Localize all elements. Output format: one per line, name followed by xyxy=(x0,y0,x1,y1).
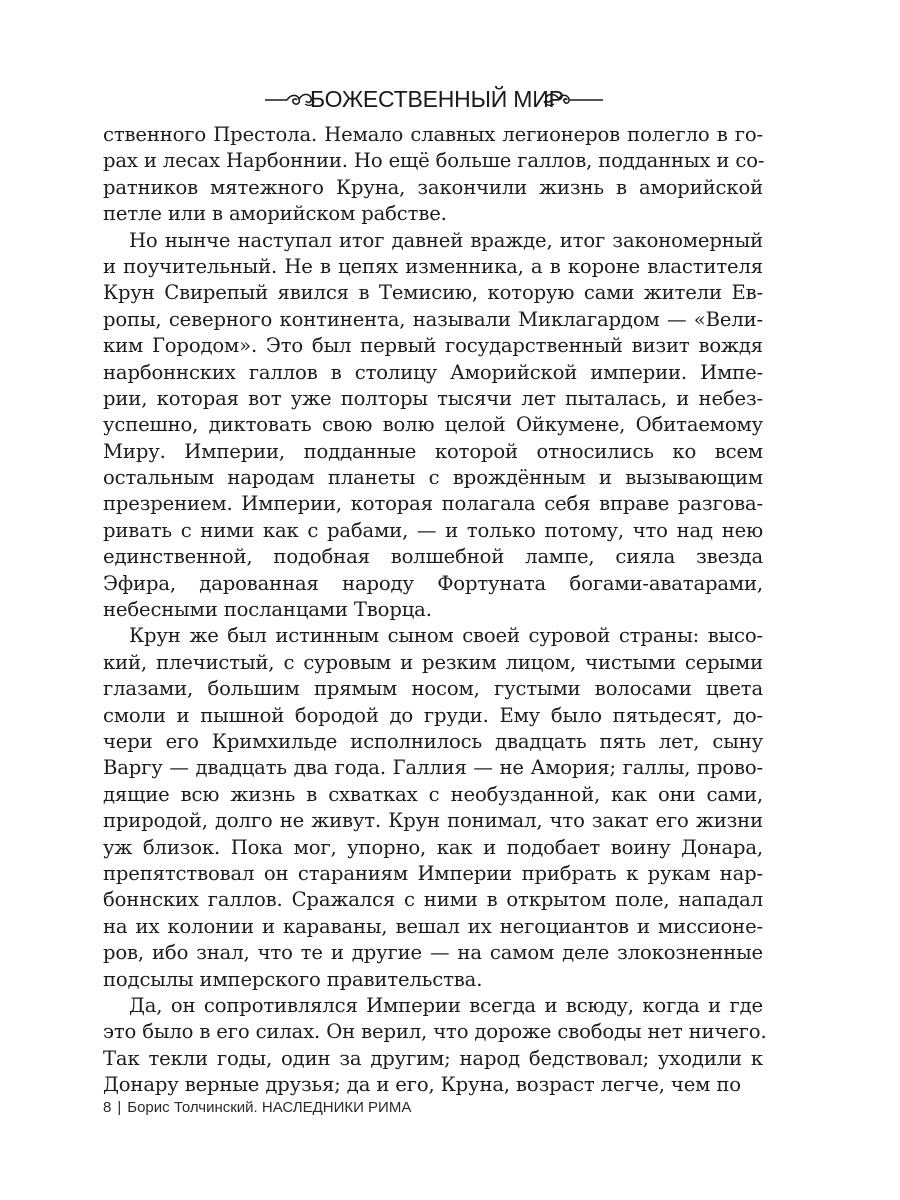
paragraph xyxy=(103,228,763,624)
text-line: Так текли годы, один за другим; народ бедствовал; уходили к xyxy=(103,1046,763,1070)
text-line: Да, он сопротивлялся Империи всегда и всюду, когда и где xyxy=(129,993,763,1017)
text-line: Крун же был истинным сыном своей суровой страны: высо- xyxy=(129,624,763,648)
right-flourish-ornament-icon xyxy=(543,90,603,110)
text-line: ропы, северного континента, называли Миклагардом — «Вели- xyxy=(103,307,763,331)
text-line: Но нынче наступал итог давней вражде, итог закономерный xyxy=(129,228,763,252)
text-line: это было в его силах. Он верил, что дороже свободы нет ничего. xyxy=(103,1020,767,1044)
text-line: глазами, большим прямым носом, густыми волосами цвета xyxy=(103,677,763,701)
text-line: единственной, подобная волшебной лампе, сияла звезда xyxy=(103,545,763,569)
page-footer xyxy=(103,1099,411,1116)
paragraph xyxy=(103,623,763,992)
running-title: Борис Толчинский. НАСЛЕДНИКИ РИМА xyxy=(127,1099,412,1116)
text-line: Миру. Империи, подданные которой относились ко всем xyxy=(103,439,763,463)
paragraph xyxy=(103,993,767,1099)
footer-separator: | xyxy=(117,1099,122,1116)
text-line: Варгу — двадцать два года. Галлия — не Амория; галлы, прово- xyxy=(103,756,763,780)
text-line: Эфира, дарованная народу Фортуната богами-аватарами, xyxy=(103,571,763,595)
running-header xyxy=(0,82,900,116)
text-line: Крун Свирепый явился в Темисию, которую сами жители Ев- xyxy=(103,281,763,305)
text-line: нарбоннских галлов в столицу Аморийской империи. Импе- xyxy=(103,360,763,384)
text-line: рии, которая вот уже полторы тысячи лет пыталась, и небез- xyxy=(103,386,763,410)
text-line: на их колонии и караваны, вешал их негоциантов и миссионе- xyxy=(103,914,763,938)
text-line: природой, долго не живут. Крун понимал, что закат его жизни xyxy=(103,809,763,833)
text-line: боннских галлов. Сражался с ними в открытом поле, нападал xyxy=(103,888,763,912)
text-line: препятствовал он стараниям Империи прибрать к рукам нар- xyxy=(103,861,763,885)
text-line: и поучительный. Не в цепях изменника, а в короне властителя xyxy=(103,254,763,278)
text-line: небесными посланцами Творца. xyxy=(103,598,432,622)
text-line: уж близок. Пока мог, упорно, как и подобает воину Донара, xyxy=(103,835,763,859)
text-line: презрением. Империи, которая полагала себя вправе разгова- xyxy=(103,492,763,516)
text-line: Донару верные друзья; да и его, Круна, возраст легче, чем по xyxy=(103,1073,741,1097)
text-line: подсылы имперского правительства. xyxy=(103,967,483,991)
text-line: ров, ибо знал, что те и другие — на самом деле злокозненные xyxy=(103,941,763,965)
left-flourish-ornament-icon xyxy=(265,90,315,110)
page-number: 8 xyxy=(103,1099,112,1116)
text-line: чери его Кримхильде исполнилось двадцать пять лет, сыну xyxy=(103,729,763,753)
text-line: ственного Престола. Немало славных легионеров полегло в го- xyxy=(103,123,763,146)
text-line: петле или в аморийском рабстве. xyxy=(103,202,447,226)
text-line: ривать с ними как с рабами, — и только потому, что над нею xyxy=(103,518,763,542)
paragraph xyxy=(103,122,763,228)
text-line: смоли и пышной бородой до груди. Ему было пятьдесят, до- xyxy=(103,703,763,727)
text-line: остальным народам планеты с врождённым и вызывающим xyxy=(103,466,763,490)
text-line: успешно, диктовать свою волю целой Ойкумене, Обитаемому xyxy=(103,413,763,437)
text-line: рах и лесах Нарбоннии. Но ещё больше галлов, подданных и со- xyxy=(103,149,765,173)
text-line: дящие всю жизнь в схватках с необузданной, как они сами, xyxy=(103,782,763,806)
text-line: ратников мятежного Круна, закончили жизнь в аморийской xyxy=(103,175,763,199)
chapter-title: БОЖЕСТВЕННЫЙ МИР xyxy=(310,86,564,112)
text-line: кий, плечистый, с суровым и резким лицом, чистыми серыми xyxy=(103,650,763,674)
body-text xyxy=(103,122,767,1098)
text-line: ким Городом». Это был первый государственный визит вождя xyxy=(103,334,763,358)
